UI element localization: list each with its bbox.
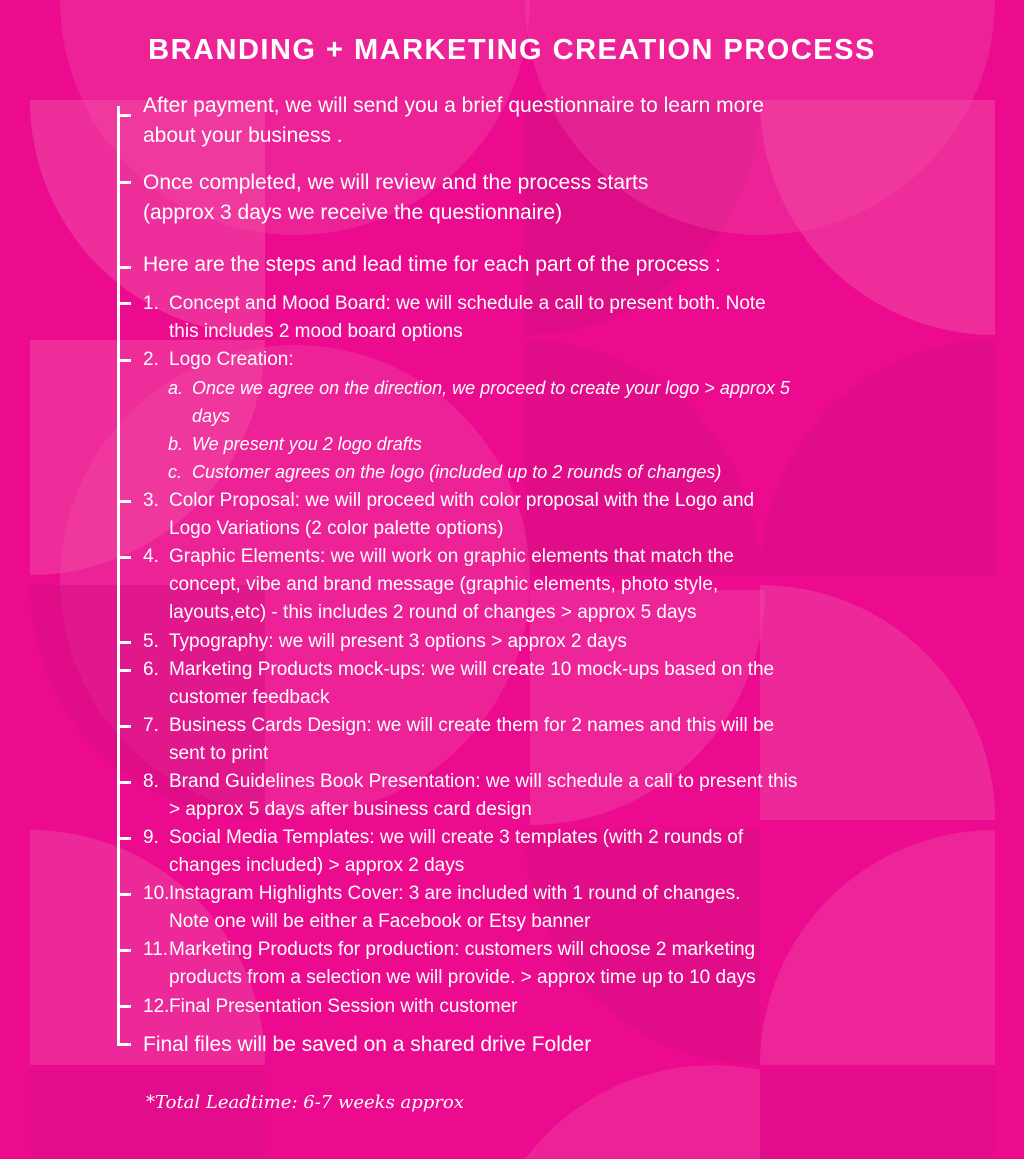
step-line: Business Cards Design: we will create them for 2 names and this will be bbox=[169, 715, 775, 736]
step-text bbox=[169, 768, 797, 824]
step-text bbox=[169, 880, 740, 936]
step-number: 3. bbox=[143, 490, 159, 511]
total-leadtime-note: *Total Leadtime: 6-7 weeks approx bbox=[146, 1092, 464, 1113]
step-number: 4. bbox=[143, 546, 159, 567]
timeline-tick bbox=[117, 837, 131, 840]
step-line: Brand Guidelines Book Presentation: we will schedule a call to present this bbox=[169, 771, 798, 792]
intro-line: After payment, we will send you a brief questionnaire to learn more bbox=[143, 94, 764, 117]
timeline-tick bbox=[117, 302, 131, 305]
timeline-tick bbox=[117, 949, 131, 952]
step-line: Marketing Products mock-ups: we will create 10 mock-ups based on the bbox=[169, 659, 775, 680]
timeline-tick bbox=[117, 1043, 131, 1046]
step-number: 6. bbox=[143, 659, 159, 680]
step-line: Social Media Templates: we will create 3 templates (with 2 rounds of bbox=[169, 827, 744, 848]
step-text bbox=[169, 993, 518, 1021]
step-line: Note one will be either a Facebook or Etsy banner bbox=[169, 911, 591, 932]
timeline-tick bbox=[117, 181, 131, 184]
step-line: Logo Creation: bbox=[169, 349, 294, 370]
timeline-bracket-line bbox=[117, 106, 120, 1045]
timeline-tick bbox=[117, 781, 131, 784]
step-text bbox=[169, 543, 734, 627]
closing-note: Final files will be saved on a shared drive Folder bbox=[143, 1033, 592, 1056]
timeline-tick bbox=[117, 725, 131, 728]
step-number: 5. bbox=[143, 631, 159, 652]
step-line: Graphic Elements: we will work on graphic elements that match the bbox=[169, 546, 734, 567]
step-line: layouts,etc) - this includes 2 round of changes > approx 5 days bbox=[169, 602, 697, 623]
step-number: 10. bbox=[143, 883, 170, 904]
step-text bbox=[169, 824, 743, 880]
timeline-tick bbox=[117, 114, 131, 117]
steps-intro: Here are the steps and lead time for each part of the process : bbox=[143, 253, 721, 276]
step-text bbox=[192, 458, 721, 486]
step-line: Once we agree on the direction, we proceed to create your logo > approx 5 bbox=[192, 378, 790, 398]
step-text bbox=[169, 712, 774, 768]
timeline-tick bbox=[117, 500, 131, 503]
step-number: 9. bbox=[143, 827, 159, 848]
step-line: Marketing Products for production: customers will choose 2 marketing bbox=[169, 939, 756, 960]
step-text bbox=[169, 628, 627, 656]
step-number: 8. bbox=[143, 771, 159, 792]
step-text bbox=[169, 290, 766, 346]
step-number: 1. bbox=[143, 293, 159, 314]
step-text bbox=[169, 656, 774, 712]
timeline-tick bbox=[117, 359, 131, 362]
step-line: Instagram Highlights Cover: 3 are included with 1 round of changes. bbox=[169, 883, 741, 904]
step-text bbox=[169, 487, 754, 543]
timeline-tick bbox=[117, 893, 131, 896]
step-line: Concept and Mood Board: we will schedule a call to present both. Note bbox=[169, 293, 766, 314]
step-number: b. bbox=[168, 434, 184, 454]
timeline-tick bbox=[117, 669, 131, 672]
intro-line: Once completed, we will review and the process starts bbox=[143, 171, 649, 194]
timeline-tick bbox=[117, 641, 131, 644]
step-number: 11. bbox=[143, 939, 169, 960]
step-line: Customer agrees on the logo (included up to 2 rounds of changes) bbox=[192, 462, 722, 482]
step-text bbox=[169, 936, 756, 992]
intro-paragraph-review bbox=[143, 168, 648, 228]
intro-paragraph-payment bbox=[143, 91, 764, 151]
step-number: 7. bbox=[143, 715, 159, 736]
step-line: Color Proposal: we will proceed with color proposal with the Logo and bbox=[169, 490, 755, 511]
timeline-tick bbox=[117, 556, 131, 559]
step-line: Typography: we will present 3 options > approx 2 days bbox=[169, 631, 627, 652]
step-text bbox=[192, 430, 422, 458]
step-line: customer feedback bbox=[169, 687, 330, 708]
step-line: > approx 5 days after business card design bbox=[169, 799, 532, 820]
step-number: a. bbox=[168, 378, 184, 398]
step-line: changes included) > approx 2 days bbox=[169, 855, 465, 876]
step-text bbox=[169, 346, 294, 374]
timeline-tick bbox=[117, 266, 131, 269]
step-line: We present you 2 logo drafts bbox=[192, 434, 422, 454]
step-line: Logo Variations (2 color palette options) bbox=[169, 518, 504, 539]
step-number: 2. bbox=[143, 349, 159, 370]
intro-line: (approx 3 days we receive the questionnaire) bbox=[143, 201, 563, 224]
step-line: Final Presentation Session with customer bbox=[169, 996, 518, 1017]
step-line: concept, vibe and brand message (graphic elements, photo style, bbox=[169, 574, 719, 595]
page-title: BRANDING + MARKETING CREATION PROCESS bbox=[148, 34, 876, 66]
step-line: days bbox=[192, 406, 231, 426]
step-line: this includes 2 mood board options bbox=[169, 321, 463, 342]
step-line: sent to print bbox=[169, 743, 269, 764]
step-number: 12. bbox=[143, 996, 170, 1017]
intro-line: about your business . bbox=[143, 124, 343, 147]
step-number: c. bbox=[168, 462, 183, 482]
timeline-tick bbox=[117, 1005, 131, 1008]
step-text bbox=[192, 374, 790, 430]
step-line: products from a selection we will provide. > approx time up to 10 days bbox=[169, 967, 756, 988]
